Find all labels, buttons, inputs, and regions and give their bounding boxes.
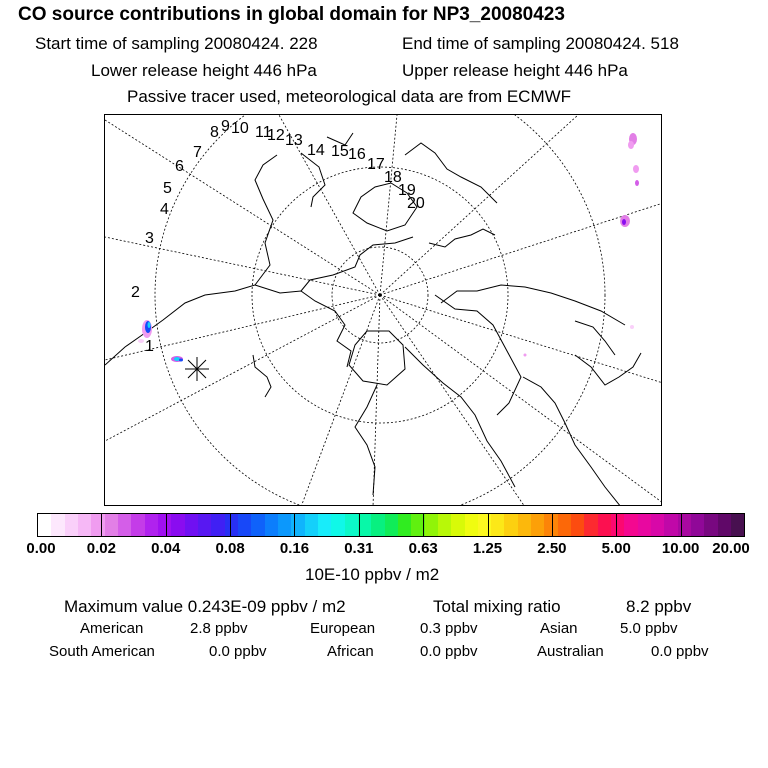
track-label: 7 bbox=[193, 144, 202, 161]
colorbar-swatch bbox=[145, 514, 158, 536]
region-name-african: African bbox=[327, 643, 374, 660]
colorbar-label: 20.00 bbox=[712, 540, 750, 557]
colorbar-swatch bbox=[624, 514, 637, 536]
colorbar-swatch bbox=[478, 514, 491, 536]
colorbar-swatch bbox=[171, 514, 184, 536]
colorbar-swatch bbox=[238, 514, 251, 536]
colorbar-swatch bbox=[198, 514, 211, 536]
colorbar-swatch bbox=[425, 514, 438, 536]
colorbar-swatch bbox=[465, 514, 478, 536]
colorbar-swatch bbox=[584, 514, 597, 536]
track-label: 15 bbox=[331, 143, 349, 160]
track-label: 16 bbox=[348, 146, 366, 163]
colorbar-label: 0.31 bbox=[344, 540, 374, 557]
colorbar-divider bbox=[616, 514, 617, 536]
colorbar-divider bbox=[488, 514, 489, 536]
track-label: 20 bbox=[407, 195, 425, 212]
colorbar-label: 2.50 bbox=[537, 540, 567, 557]
track-label: 1 bbox=[145, 338, 154, 355]
polar-map bbox=[104, 114, 662, 506]
region-value-african: 0.0 ppbv bbox=[420, 643, 478, 660]
colorbar-swatch bbox=[291, 514, 304, 536]
colorbar-label: 0.08 bbox=[215, 540, 245, 557]
region-value-american: 2.8 ppbv bbox=[190, 620, 248, 637]
colorbar-label: 0.63 bbox=[408, 540, 438, 557]
colorbar-swatch bbox=[251, 514, 264, 536]
colorbar-divider bbox=[294, 514, 295, 536]
colorbar bbox=[37, 513, 745, 537]
colorbar-swatch bbox=[371, 514, 384, 536]
colorbar-swatch bbox=[704, 514, 717, 536]
colorbar-swatch bbox=[651, 514, 664, 536]
colorbar-swatch bbox=[265, 514, 278, 536]
colorbar-swatch bbox=[38, 514, 51, 536]
track-label: 5 bbox=[163, 180, 172, 197]
colorbar-swatch bbox=[318, 514, 331, 536]
map-canvas bbox=[105, 115, 662, 506]
colorbar-divider bbox=[681, 514, 682, 536]
colorbar-divider bbox=[166, 514, 167, 536]
track-label: 9 bbox=[221, 118, 230, 135]
colorbar-swatch bbox=[131, 514, 144, 536]
track-label: 18 bbox=[384, 169, 402, 186]
map-title: CO source contributions in global domain for NP3_20080423 bbox=[18, 4, 565, 25]
region-name-south-american: South American bbox=[49, 643, 155, 660]
asterisk-icon bbox=[185, 357, 209, 381]
region-value-australian: 0.0 ppbv bbox=[651, 643, 709, 660]
colorbar-swatch bbox=[571, 514, 584, 536]
maximum-value: Maximum value 0.243E-09 ppbv / m2 bbox=[64, 597, 346, 616]
region-name-asian: Asian bbox=[540, 620, 578, 637]
colorbar-swatch bbox=[78, 514, 91, 536]
colorbar-unit: 10E-10 ppbv / m2 bbox=[305, 565, 440, 584]
track-label: 8 bbox=[210, 124, 219, 141]
region-name-american: American bbox=[80, 620, 144, 637]
track-label: 19 bbox=[398, 182, 416, 199]
colorbar-swatch bbox=[438, 514, 451, 536]
colorbar-swatch bbox=[385, 514, 398, 536]
colorbar-swatch bbox=[51, 514, 64, 536]
colorbar-swatch bbox=[518, 514, 531, 536]
colorbar-swatch bbox=[225, 514, 238, 536]
total-mixing-ratio-value: 8.2 ppbv bbox=[626, 597, 692, 616]
total-mixing-ratio-label: Total mixing ratio bbox=[433, 597, 561, 616]
colorbar-swatch bbox=[504, 514, 517, 536]
region-name-european: European bbox=[310, 620, 376, 637]
colorbar-swatch bbox=[211, 514, 224, 536]
colorbar-swatch bbox=[65, 514, 78, 536]
colorbar-swatch bbox=[718, 514, 731, 536]
colorbar-label: 0.02 bbox=[86, 540, 116, 557]
colorbar-swatch bbox=[491, 514, 504, 536]
colorbar-swatch bbox=[158, 514, 171, 536]
colorbar-swatch bbox=[664, 514, 677, 536]
track-label: 14 bbox=[307, 142, 325, 159]
colorbar-label: 0.04 bbox=[151, 540, 181, 557]
track-label: 13 bbox=[285, 132, 303, 149]
colorbar-label: 0.16 bbox=[279, 540, 310, 557]
concentration-plumes bbox=[138, 133, 639, 362]
track-label: 2 bbox=[131, 284, 140, 301]
colorbar-swatch bbox=[451, 514, 464, 536]
coastlines bbox=[105, 133, 641, 506]
colorbar-label: 0.00 bbox=[26, 540, 56, 557]
end-time: End time of sampling 20080424. 518 bbox=[402, 34, 679, 53]
colorbar-swatch bbox=[118, 514, 131, 536]
colorbar-swatch bbox=[731, 514, 744, 536]
colorbar-swatch bbox=[91, 514, 104, 536]
region-value-asian: 5.0 ppbv bbox=[620, 620, 678, 637]
track-label: 3 bbox=[145, 230, 154, 247]
track-label: 10 bbox=[231, 120, 249, 137]
colorbar-divider bbox=[359, 514, 360, 536]
colorbar-label: 10.00 bbox=[661, 540, 700, 557]
lower-release-height: Lower release height 446 hPa bbox=[91, 61, 317, 80]
colorbar-swatch bbox=[638, 514, 651, 536]
track-label: 17 bbox=[367, 156, 385, 173]
upper-release-height: Upper release height 446 hPa bbox=[402, 61, 628, 80]
track-label: 6 bbox=[175, 158, 184, 175]
colorbar-swatch bbox=[398, 514, 411, 536]
colorbar-swatch bbox=[531, 514, 544, 536]
track-label: 4 bbox=[160, 201, 169, 218]
colorbar-swatch bbox=[331, 514, 344, 536]
colorbar-swatch bbox=[345, 514, 358, 536]
colorbar-divider bbox=[552, 514, 553, 536]
region-value-european: 0.3 ppbv bbox=[420, 620, 478, 637]
colorbar-swatch bbox=[598, 514, 611, 536]
colorbar-label: 5.00 bbox=[601, 540, 631, 557]
colorbar-swatch bbox=[105, 514, 118, 536]
colorbar-swatch bbox=[358, 514, 371, 536]
colorbar-divider bbox=[101, 514, 102, 536]
region-value-south-american: 0.0 ppbv bbox=[209, 643, 267, 660]
tracer-note: Passive tracer used, meteorological data are from ECMWF bbox=[127, 87, 572, 106]
colorbar-swatch bbox=[305, 514, 318, 536]
colorbar-label: 1.25 bbox=[472, 540, 503, 557]
track-label: 11 bbox=[255, 124, 272, 141]
colorbar-swatch bbox=[278, 514, 291, 536]
start-time: Start time of sampling 20080424. 228 bbox=[35, 34, 318, 53]
colorbar-divider bbox=[230, 514, 231, 536]
track-label: 12 bbox=[267, 127, 285, 144]
colorbar-swatch bbox=[611, 514, 624, 536]
colorbar-swatch bbox=[558, 514, 571, 536]
colorbar-swatch bbox=[691, 514, 704, 536]
colorbar-swatch bbox=[185, 514, 198, 536]
colorbar-divider bbox=[423, 514, 424, 536]
region-name-australian: Australian bbox=[537, 643, 604, 660]
